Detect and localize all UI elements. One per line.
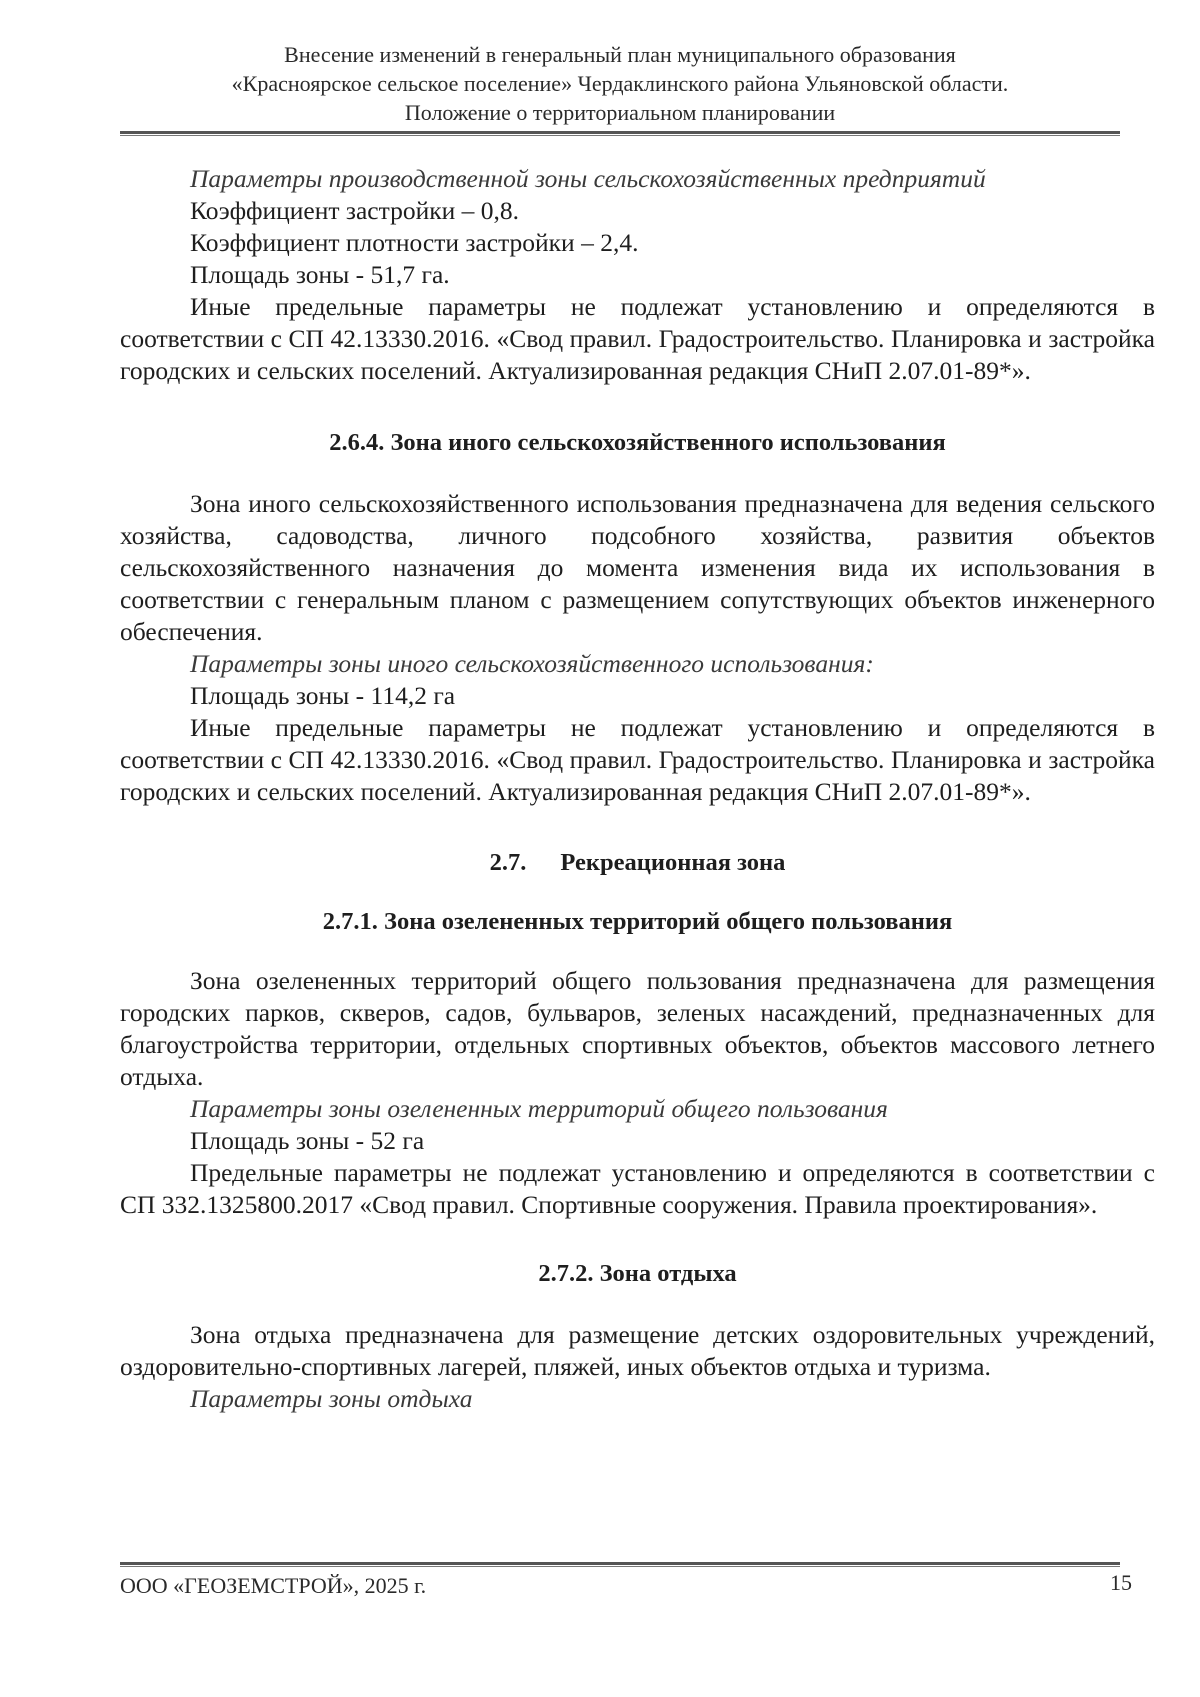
document-body (120, 163, 1155, 1415)
heading-2-7-1: 2.7.1. Зона озелененных территорий общего пользования (322, 908, 953, 935)
params-title-production: Параметры производственной зоны сельскохозяйственных предприятий (190, 164, 986, 193)
desc-2-7-2: Зона отдыха предназначена для размещение детских оздоровительных учреждений, оздоровительно-спортивных лагерей, пляжей, иных объектов отдыха и туризма. (120, 1320, 1155, 1381)
params-title-2-6-4: Параметры зоны иного сельскохозяйственного использования: (190, 649, 874, 678)
running-header (120, 40, 1120, 127)
density-coefficient: Коэффициент плотности застройки – 2,4. (190, 228, 639, 257)
desc-2-7-1: Зона озелененных территорий общего пользования предназначена для размещения городских парков, скверов, садов, бульваров, зеленых насаждений, предназначенных для благоустройства территории, отдельных спортивных объектов, объектов массового летнего отдыха. (120, 966, 1155, 1091)
header-rule (120, 131, 1120, 136)
zone-area-production: Площадь зоны - 51,7 га. (190, 260, 450, 289)
heading-2-7-number: 2.7. (489, 849, 527, 876)
zone-area-2-6-4: Площадь зоны - 114,2 га (190, 681, 456, 710)
header-line-1: Внесение изменений в генеральный план муниципального образования (284, 42, 956, 67)
footer-organization: ООО «ГЕОЗЕМСТРОЙ», 2025 г. (120, 1573, 427, 1598)
heading-2-7 (120, 847, 1155, 879)
page-number: 15 (1110, 1570, 1132, 1595)
heading-2-7-2: 2.7.2. Зона отдыха (538, 1260, 737, 1287)
desc-2-6-4: Зона иного сельскохозяйственного использования предназначена для ведения сельского хозяйства, садоводства, личного подсобного хозяйства, развития объектов сельскохозяйственного назначения до момента изменения вида их использования в соответствии с генеральным планом с размещением сопутствующих объектов инженерного обеспечения. (120, 489, 1155, 646)
header-line-2: «Красноярское сельское поселение» Чердаклинского района Ульяновской области. (231, 71, 1009, 96)
build-coefficient: Коэффициент застройки – 0,8. (190, 196, 520, 225)
header-line-3: Положение о территориальном планировании (404, 100, 836, 125)
heading-2-7-title: Рекреационная зона (560, 849, 786, 876)
footer-rule (120, 1562, 1120, 1567)
zone-area-2-7-1: Площадь зоны - 52 га (190, 1126, 425, 1155)
params-title-2-7-2: Параметры зоны отдыха (190, 1384, 473, 1413)
other-params-production: Иные предельные параметры не подлежат установлению и определяются в соответствии с СП 42.13330.2016. «Свод правил. Градостроительство. Планировка и застройка городских и сельских поселений. Актуализированная редакция СНиП 2.07.01-89*». (120, 292, 1155, 385)
other-params-2-6-4: Иные предельные параметры не подлежат установлению и определяются в соответствии с СП 42.13330.2016. «Свод правил. Градостроительство. Планировка и застройка городских и сельских поселений. Актуализированная редакция СНиП 2.07.01-89*». (120, 713, 1155, 806)
heading-2-6-4: 2.6.4. Зона иного сельскохозяйственного использования (329, 429, 946, 456)
other-params-2-7-1: Предельные параметры не подлежат установлению и определяются в соответствии с СП 332.1325800.2017 «Свод правил. Спортивные сооружения. Правила проектирования». (120, 1158, 1155, 1219)
params-title-2-7-1: Параметры зоны озелененных территорий общего пользования (190, 1094, 888, 1123)
